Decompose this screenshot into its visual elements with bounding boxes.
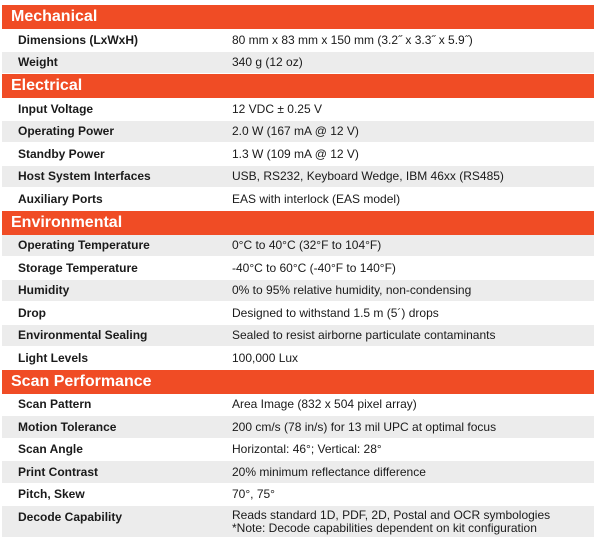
spec-label: Operating Power bbox=[18, 124, 115, 139]
spec-label: Host System Interfaces bbox=[18, 169, 151, 184]
section-scan-performance bbox=[0, 370, 596, 539]
spec-label: Print Contrast bbox=[18, 464, 99, 479]
spec-value: 340 g (12 oz) bbox=[232, 55, 303, 70]
spec-row bbox=[2, 52, 594, 75]
spec-row bbox=[2, 280, 594, 303]
spec-row bbox=[2, 235, 594, 258]
spec-label: Drop bbox=[18, 305, 46, 320]
section-header-environmental: Environmental bbox=[2, 211, 594, 235]
spec-value: USB, RS232, Keyboard Wedge, IBM 46xx (RS485) bbox=[232, 169, 504, 184]
spec-value-multiline bbox=[228, 509, 594, 535]
spec-value: 20% minimum reflectance difference bbox=[232, 464, 426, 479]
spec-value: Sealed to resist airborne particulate contaminants bbox=[232, 328, 496, 343]
spec-row bbox=[2, 416, 594, 439]
spec-value: Designed to withstand 1.5 m (5´) drops bbox=[232, 305, 439, 320]
spec-label: Operating Temperature bbox=[18, 238, 150, 253]
spec-row bbox=[2, 325, 594, 348]
spec-row bbox=[2, 506, 594, 538]
spec-value: Reads standard 1D, PDF, 2D, Postal and OCR symbologies bbox=[232, 508, 551, 522]
spec-label: Dimensions (LxWxH) bbox=[18, 32, 139, 47]
spec-row bbox=[2, 394, 594, 417]
spec-label: Pitch, Skew bbox=[18, 487, 85, 502]
spec-row bbox=[2, 121, 594, 144]
spec-row bbox=[2, 143, 594, 166]
spec-value: 1.3 W (109 mA @ 12 V) bbox=[232, 146, 359, 161]
spec-value: 0°C to 40°C (32°F to 104°F) bbox=[232, 238, 382, 253]
section-environmental bbox=[0, 211, 596, 370]
spec-label: Humidity bbox=[18, 283, 70, 298]
spec-row bbox=[2, 461, 594, 484]
spec-value: 200 cm/s (78 in/s) for 13 mil UPC at optimal focus bbox=[232, 419, 497, 434]
spec-label: Scan Pattern bbox=[18, 397, 92, 412]
spec-row bbox=[2, 188, 594, 211]
spec-label: Standby Power bbox=[18, 146, 105, 161]
spec-value: 12 VDC ± 0.25 V bbox=[232, 101, 322, 116]
spec-value: 70°, 75° bbox=[232, 487, 275, 502]
spec-note: *Note: Decode capabilities dependent on kit configuration bbox=[232, 521, 537, 535]
spec-value: Area Image (832 x 504 pixel array) bbox=[232, 397, 417, 412]
spec-value: Horizontal: 46°; Vertical: 28° bbox=[232, 442, 382, 457]
spec-value: 80 mm x 83 mm x 150 mm (3.2˝ x 3.3˝ x 5.9˝) bbox=[232, 32, 473, 47]
section-header-electrical: Electrical bbox=[2, 74, 594, 98]
spec-value: EAS with interlock (EAS model) bbox=[232, 191, 401, 206]
spec-row bbox=[2, 98, 594, 121]
spec-row bbox=[2, 257, 594, 280]
spec-label: Input Voltage bbox=[18, 101, 94, 116]
spec-row bbox=[2, 29, 594, 52]
spec-row bbox=[2, 166, 594, 189]
spec-label: Environmental Sealing bbox=[18, 328, 148, 343]
spec-label: Weight bbox=[18, 55, 58, 70]
spec-label: Motion Tolerance bbox=[18, 419, 117, 434]
spec-label: Decode Capability bbox=[18, 510, 123, 524]
spec-label: Storage Temperature bbox=[18, 260, 138, 275]
spec-value: 0% to 95% relative humidity, non-condensing bbox=[232, 283, 472, 298]
spec-row bbox=[2, 347, 594, 370]
section-electrical bbox=[0, 74, 596, 211]
spec-value: 100,000 Lux bbox=[232, 350, 299, 365]
spec-value: -40°C to 60°C (-40°F to 140°F) bbox=[232, 260, 396, 275]
spec-label: Scan Angle bbox=[18, 442, 83, 457]
spec-label: Auxiliary Ports bbox=[18, 191, 103, 206]
spec-label: Light Levels bbox=[18, 350, 89, 365]
section-header-mechanical: Mechanical bbox=[2, 5, 594, 29]
spec-value: 2.0 W (167 mA @ 12 V) bbox=[232, 124, 359, 139]
section-mechanical bbox=[0, 5, 596, 74]
spec-row bbox=[2, 484, 594, 507]
spec-row bbox=[2, 302, 594, 325]
spec-row bbox=[2, 439, 594, 462]
section-header-scan-performance: Scan Performance bbox=[2, 370, 594, 394]
